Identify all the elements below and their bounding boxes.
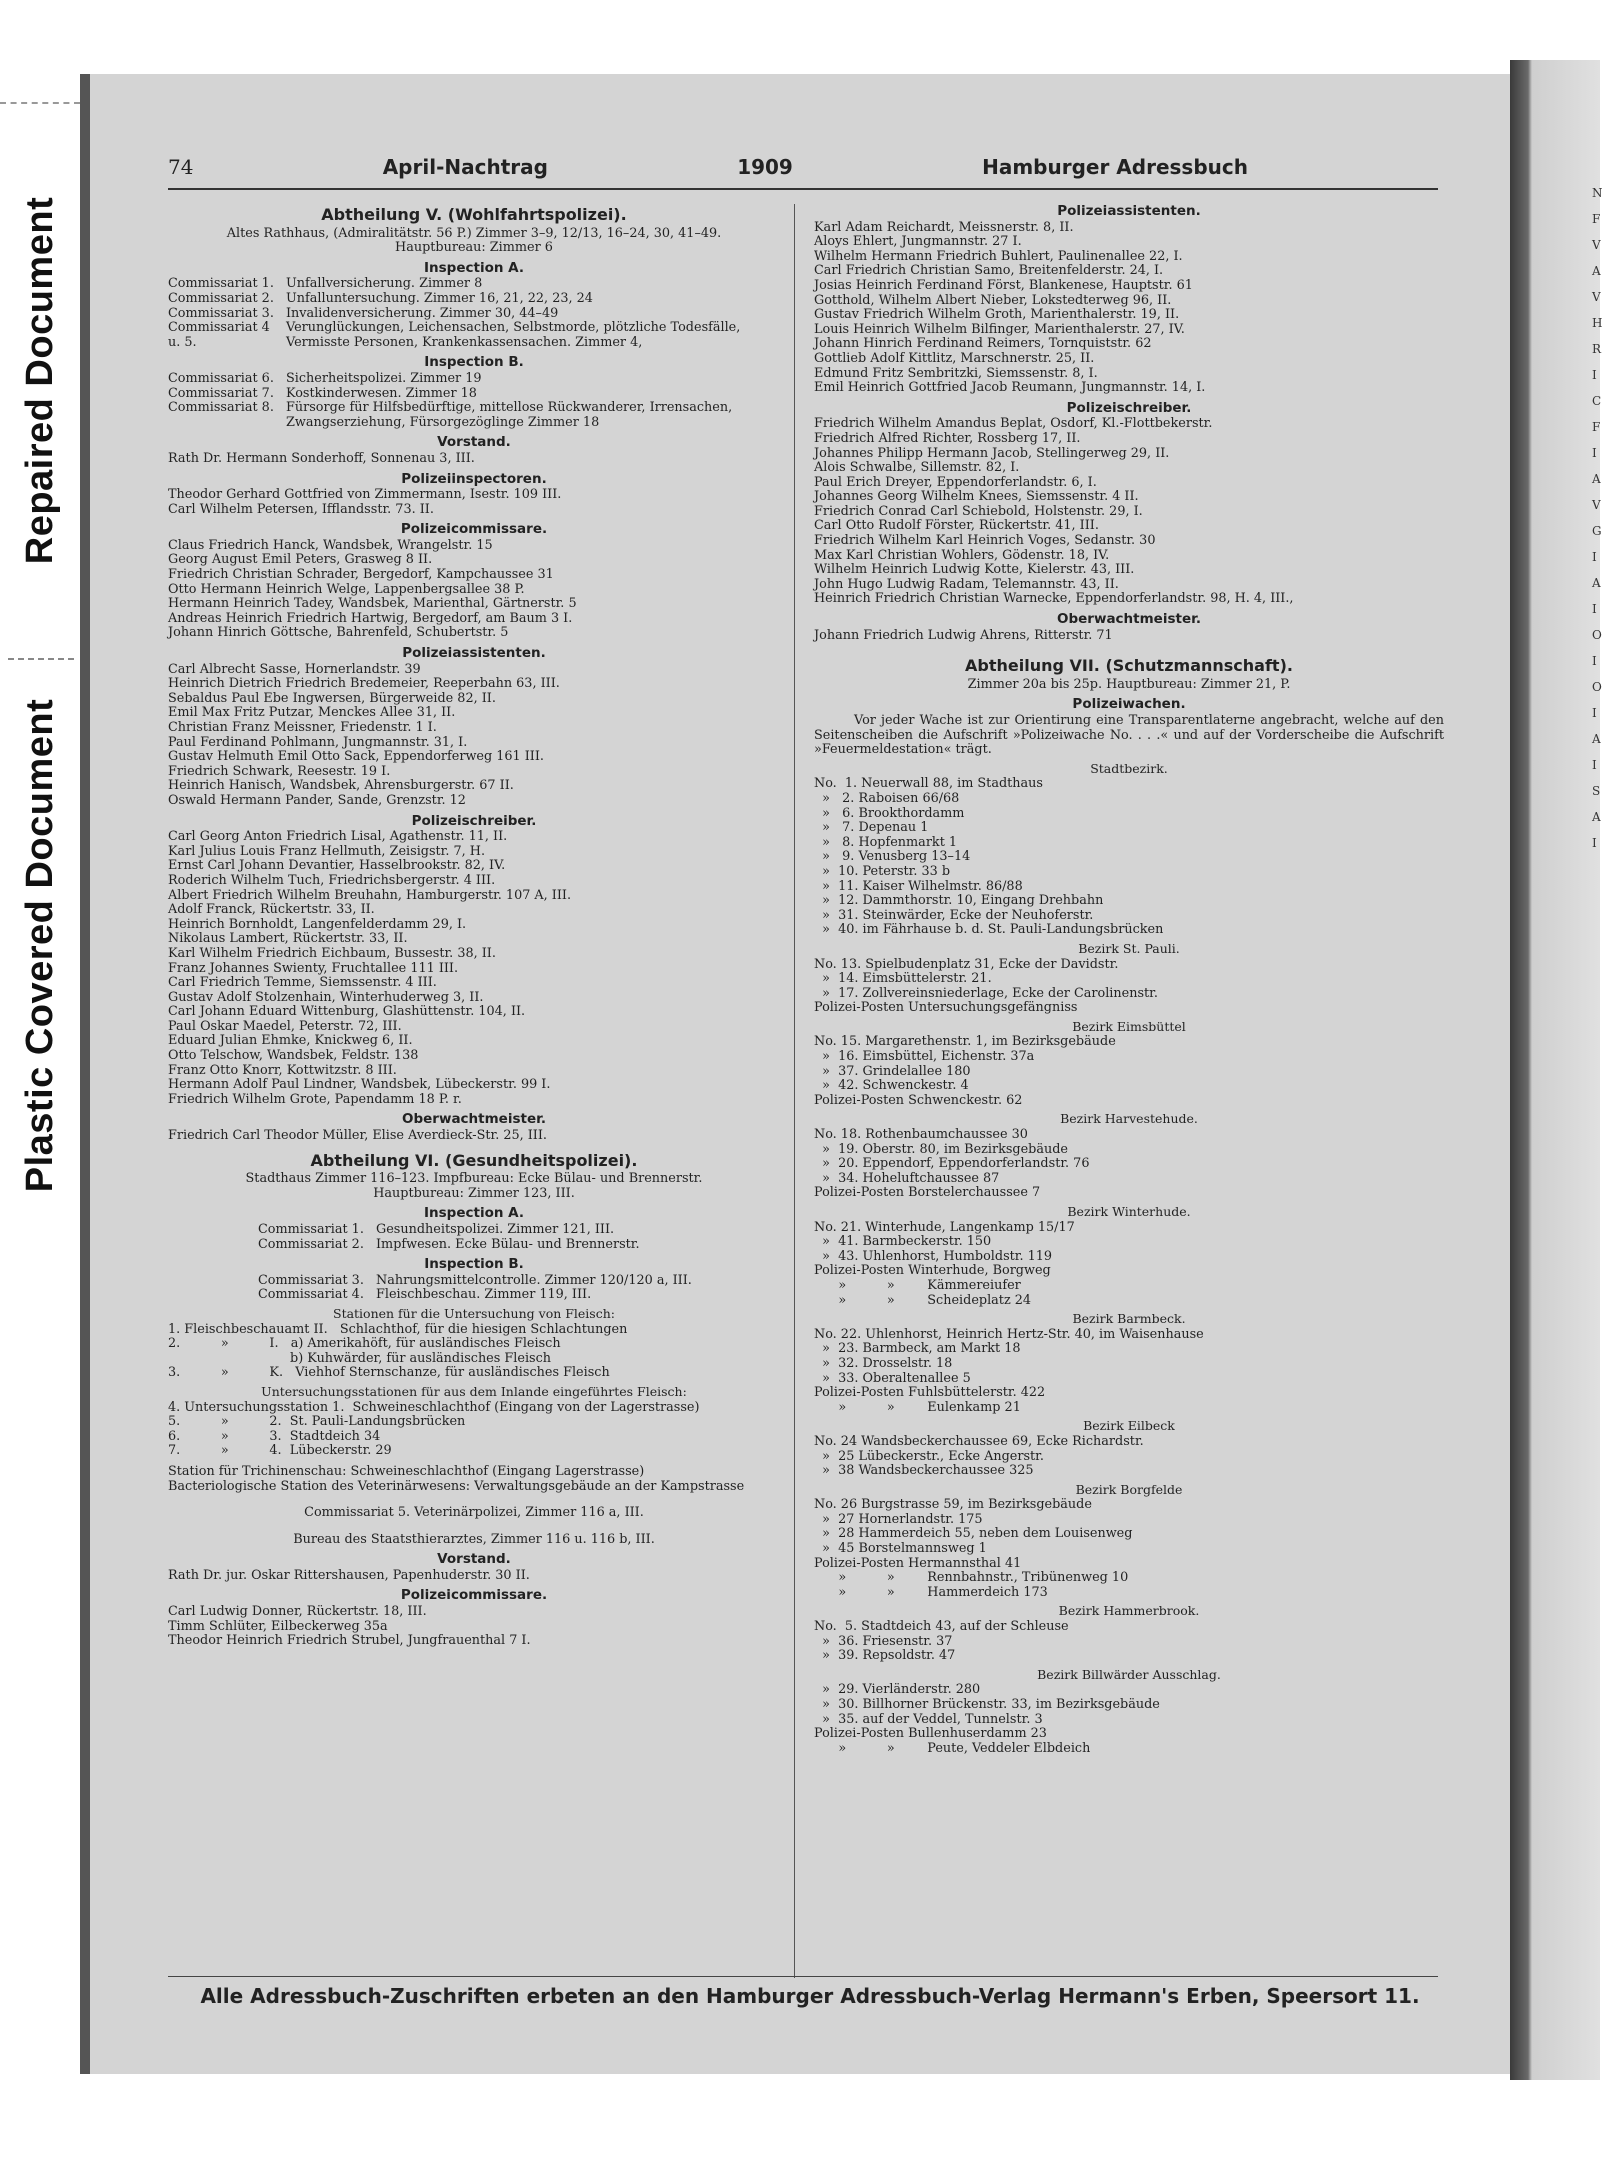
district-entry: » » Peute, Veddeler Elbdeich — [814, 1740, 1091, 1756]
list-entry: Nikolaus Lambert, Rückertstr. 33, II. — [168, 931, 408, 947]
district-entry: » 42. Schwenckestr. 4 — [814, 1078, 969, 1094]
abt5-address — [168, 227, 780, 256]
list-entry: Wilhelm Hermann Friedrich Buhlert, Paulinenallee 22, I. — [814, 248, 1183, 264]
list-entry: Karl Adam Reichardt, Meissnerstr. 8, II. — [814, 219, 1074, 235]
edge-letter: C — [1592, 394, 1602, 408]
district-entry: No. 22. Uhlenhorst, Heinrich Hertz-Str. 40, im Waisenhause — [814, 1326, 1204, 1342]
district-entry: » 19. Oberstr. 80, im Bezirksgebäude — [814, 1141, 1069, 1157]
list-entry: 6. » 3. Stadtdeich 34 — [168, 1428, 381, 1444]
list-entry: Roderich Wilhelm Tuch, Friedrichsbergerstr. 4 III. — [168, 872, 496, 888]
district-entry: » 36. Friesenstr. 37 — [814, 1633, 953, 1649]
entry-key: Commissariat 3. — [168, 305, 274, 321]
entry-row — [258, 1288, 780, 1303]
list-entry: Aloys Ehlert, Jungmannstr. 27 I. — [814, 234, 1022, 250]
district-entry: » 28 Hammerdeich 55, neben dem Louisenweg — [814, 1526, 1133, 1542]
list-entry: Christian Franz Meissner, Friedenstr. 1 I. — [168, 720, 437, 735]
list-entry: Gottlieb Adolf Kittlitz, Marschnerstr. 25, II. — [814, 350, 1095, 366]
list-entry: Carl Otto Rudolf Förster, Rückertstr. 41, III. — [814, 518, 1099, 534]
stationen-list — [168, 1323, 780, 1381]
district-entry: » 12. Dammthorstr. 10, Eingang Drehbahn — [814, 893, 1104, 909]
entry-value: Nahrungsmittelcontrolle. Zimmer 120/120 a, III. — [376, 1272, 692, 1288]
list-entry: Paul Erich Dreyer, Eppendorferlandstr. 6, I. — [814, 474, 1097, 490]
district-entry: » 7. Depenau 1 — [814, 820, 929, 836]
district-entry: » 20. Eppendorf, Eppendorferlandstr. 76 — [814, 1156, 1090, 1172]
edge-letter: O — [1592, 680, 1602, 694]
district-entry: » » Kämmereiufer — [814, 1277, 1021, 1293]
list-entry: Emil Heinrich Gottfried Jacob Reumann, Jungmannstr. 14, I. — [814, 380, 1206, 396]
footer-rule — [168, 1976, 1438, 1977]
page-footer: Alle Adressbuch-Zuschriften erbeten an den Hamburger Adressbuch-Verlag Hermann's Erben, Speersort 11. — [200, 1984, 1420, 2008]
g-inspB-heading: Inspection B. — [424, 1256, 524, 1273]
polizeiinspectoren-heading: Polizeiinspectoren. — [401, 470, 547, 487]
district-entry: » 2. Raboisen 66/68 — [814, 790, 960, 806]
district-heading: Stadtbezirk. — [1090, 760, 1168, 776]
list-entry: 1. Fleischbeschauamt II. Schlachthof, für die hiesigen Schlachtungen — [168, 1321, 628, 1337]
list-entry: Carl Johann Eduard Wittenburg, Glashüttenstr. 104, II. — [168, 1004, 526, 1020]
district-entry: No. 24 Wandsbeckerchaussee 69, Ecke Richardstr. — [814, 1433, 1144, 1449]
district-entry: » 34. Hoheluftchaussee 87 — [814, 1170, 1000, 1186]
entry-key: Commissariat 6. — [168, 370, 274, 386]
edge-letter: I — [1592, 368, 1597, 382]
entry-row — [168, 321, 780, 350]
book-title: Hamburger Adressbuch — [982, 155, 1248, 179]
list-entry: Oswald Hermann Pander, Sande, Grenzstr. 12 — [168, 792, 466, 808]
district-entry: No. 15. Margarethenstr. 1, im Bezirksgebäude — [814, 1034, 1116, 1050]
entry-value: Invalidenversicherung. Zimmer 30, 44–49 — [286, 305, 559, 321]
district-heading: Bezirk Billwärder Ausschlag. — [1037, 1666, 1221, 1682]
abt6-address — [168, 1172, 780, 1201]
entry-value: Fürsorge für Hilfsbedürftige, mittellose Rückwanderer, Irrensachen, Zwangserziehung, Fürsorgezöglinge Zimmer 18 — [286, 400, 733, 430]
list-entry: Eduard Julian Ehmke, Knickweg 6, II. — [168, 1033, 413, 1049]
district-entry: » 32. Drosselstr. 18 — [814, 1355, 953, 1371]
district-heading: Bezirk Barmbeck. — [1072, 1311, 1186, 1327]
entry-key: Commissariat 4 u. 5. — [168, 320, 270, 350]
edge-letter: F — [1592, 420, 1601, 434]
page-gutter — [80, 74, 90, 2074]
list-entry: Adolf Franck, Rückertstr. 33, II. — [168, 902, 375, 918]
entry-row — [168, 372, 780, 387]
list-entry: b) Kuhwärder, für ausländisches Fleisch — [168, 1350, 552, 1366]
edge-letter: N — [1592, 186, 1603, 200]
edge-letter: I — [1592, 602, 1597, 616]
label-separator — [8, 658, 74, 660]
polizeicommissare2-list — [168, 1605, 780, 1649]
edge-letter: V — [1592, 238, 1601, 252]
district-entry: Polizei-Posten Bullenhuserdamm 23 — [814, 1726, 1047, 1742]
entry-row — [258, 1238, 780, 1253]
district-entry: » 45 Borstelmannsweg 1 — [814, 1541, 987, 1557]
edge-letter: I — [1592, 446, 1597, 460]
entry-row — [168, 277, 780, 292]
edge-letter: O — [1592, 628, 1602, 642]
list-entry: Bacteriologische Station des Veterinärwesens: Verwaltungsgebäude an der Kampstrasse — [168, 1478, 745, 1494]
list-entry: Sebaldus Paul Ebe Ingwersen, Bürgerweide 82, II. — [168, 690, 496, 706]
edge-letter: A — [1592, 810, 1601, 824]
inspB-heading: Inspection B. — [424, 354, 524, 371]
district-entry: » 9. Venusberg 13–14 — [814, 849, 971, 865]
district-entry: » 43. Uhlenhorst, Humboldstr. 119 — [814, 1248, 1053, 1264]
list-entry: Hermann Heinrich Tadey, Wandsbek, Marienthal, Gärtnerstr. 5 — [168, 596, 577, 612]
next-page-letters — [1592, 180, 1603, 856]
district-entry: » » Scheideplatz 24 — [814, 1292, 1032, 1308]
list-entry: Johann Hinrich Göttsche, Bahrenfeld, Schubertstr. 5 — [168, 625, 509, 641]
g-inspA-list — [168, 1223, 780, 1252]
year: 1909 — [737, 155, 793, 179]
list-entry: 7. » 4. Lübeckerstr. 29 — [168, 1443, 392, 1459]
district-entry: » 11. Kaiser Wilhelmstr. 86/88 — [814, 878, 1023, 894]
list-entry: Rath Dr. Hermann Sonderhoff, Sonnenau 3, III. — [168, 450, 475, 466]
edge-letter: A — [1592, 576, 1601, 590]
list-entry: Carl Georg Anton Friedrich Lisal, Agathenstr. 11, II. — [168, 829, 508, 845]
district-entry: » » Eulenkamp 21 — [814, 1399, 1021, 1415]
list-entry: Franz Johannes Swienty, Fruchtallee 111 III. — [168, 960, 459, 976]
list-entry: Max Karl Christian Wohlers, Gödenstr. 18, IV. — [814, 547, 1110, 563]
list-entry: Paul Oskar Maedel, Peterstr. 72, III. — [168, 1018, 402, 1034]
edge-letter: H — [1592, 316, 1603, 330]
list-entry: Albert Friedrich Wilhelm Breuhahn, Hamburgerstr. 107 A, III. — [168, 887, 572, 903]
edge-letter: R — [1592, 342, 1602, 356]
district-entry: Polizei-Posten Schwenckestr. 62 — [814, 1092, 1023, 1108]
entry-value: Unfallversicherung. Zimmer 8 — [286, 276, 483, 292]
entry-row — [168, 401, 780, 430]
list-entry: Karl Julius Louis Franz Hellmuth, Zeisigstr. 7, H. — [168, 843, 486, 859]
entry-key: Commissariat 3. — [258, 1272, 364, 1288]
list-entry: Gustav Friedrich Wilhelm Groth, Marienthalerstr. 19, II. — [814, 307, 1180, 323]
page-number: 74 — [168, 155, 194, 179]
list-entry: Heinrich Hanisch, Wandsbek, Ahrensburgerstr. 67 II. — [168, 778, 514, 794]
district-entry: » 33. Oberaltenallee 5 — [814, 1370, 971, 1386]
list-entry: Paul Ferdinand Pohlmann, Jungmannstr. 31, I. — [168, 734, 468, 750]
list-entry: Heinrich Bornholdt, Langenfelderdamm 29, I. — [168, 916, 467, 932]
edge-letter: F — [1592, 212, 1601, 226]
district-entry: » 38 Wandsbeckerchaussee 325 — [814, 1463, 1034, 1479]
edge-letter: A — [1592, 264, 1601, 278]
entry-value: Verunglückungen, Leichensachen, Selbstmorde, plötzliche Todesfälle, Vermisste Personen, Krankenkassensachen. Zimmer 4, — [286, 320, 741, 350]
polizeicommissare-heading: Polizeicommissare. — [400, 521, 548, 538]
list-entry: Hauptbureau: Zimmer 6 — [395, 240, 553, 256]
list-entry: Friedrich Wilhelm Karl Heinrich Voges, Sedanstr. 30 — [814, 533, 1156, 549]
oberwachtmeister-heading: Oberwachtmeister. — [402, 1111, 546, 1128]
list-entry: Wilhelm Heinrich Ludwig Kotte, Kielerstr. 43, III. — [814, 562, 1135, 578]
district-entry: » 14. Eimsbüttelerstr. 21. — [814, 971, 992, 987]
district-entry: Polizei-Posten Hermannsthal 41 — [814, 1555, 1022, 1571]
abt5-heading: Abtheilung V. (Wohlfahrtspolizei). — [321, 205, 627, 224]
district-entry: » 8. Hopfenmarkt 1 — [814, 834, 958, 850]
district-entry: » 16. Eimsbüttel, Eichenstr. 37a — [814, 1049, 1035, 1065]
district-heading: Bezirk Eilbeck — [1083, 1418, 1175, 1434]
entry-row — [258, 1274, 780, 1289]
district-entry: » » Rennbahnstr., Tribünenweg 10 — [814, 1570, 1129, 1586]
list-entry: Gustav Adolf Stolzenhain, Winterhuderweg 3, II. — [168, 989, 484, 1005]
vorstand-heading: Vorstand. — [437, 434, 511, 451]
list-entry: Carl Ludwig Donner, Rückertstr. 18, III. — [168, 1604, 427, 1620]
entry-row — [168, 307, 780, 322]
entry-key: Commissariat 8. — [168, 400, 274, 416]
inspA-heading: Inspection A. — [424, 259, 524, 276]
district-entry: » 31. Steinwärder, Ecke der Neuhoferstr. — [814, 907, 1094, 923]
list-entry: Louis Heinrich Wilhelm Bilfinger, Marienthalerstr. 27, IV. — [814, 321, 1185, 337]
list-entry: Friedrich Christian Schrader, Bergedorf, Kampchaussee 31 — [168, 567, 554, 583]
abt7-heading: Abtheilung VII. (Schutzmannschaft). — [965, 656, 1293, 676]
polizeiinspectoren-list — [168, 488, 780, 517]
vorstand2-heading: Vorstand. — [437, 1551, 511, 1568]
list-entry: Rath Dr. jur. Oskar Rittershausen, Papenhuderstr. 30 II. — [168, 1567, 530, 1583]
entry-value: Unfalluntersuchung. Zimmer 16, 21, 22, 23, 24 — [286, 290, 593, 306]
polizeiwachen-heading: Polizeiwachen. — [1072, 696, 1186, 713]
r-polizeiassistenten-heading: Polizeiassistenten. — [1057, 203, 1201, 219]
untersuchung-heading: Untersuchungsstationen für aus dem Inlande eingeführtes Fleisch: — [261, 1383, 687, 1399]
entry-value: Kostkinderwesen. Zimmer 18 — [286, 385, 477, 401]
label-panel — [0, 0, 82, 1210]
column-divider — [794, 204, 795, 1978]
list-entry: 3. » K. Viehhof Sternschanze, für ausländisches Fleisch — [168, 1365, 610, 1381]
district-list — [814, 762, 1444, 1757]
g-inspB-list — [168, 1274, 780, 1303]
list-entry: Carl Wilhelm Petersen, Ifflandsstr. 73. II. — [168, 501, 434, 517]
list-entry: Hermann Adolf Paul Lindner, Wandsbek, Lübeckerstr. 99 I. — [168, 1077, 551, 1093]
list-entry: Friedrich Alfred Richter, Rossberg 17, II. — [814, 430, 1081, 446]
list-entry: Josias Heinrich Ferdinand Först, Blankenese, Hauptstr. 61 — [814, 277, 1193, 293]
list-entry: Johannes Philipp Hermann Jacob, Stellingerweg 29, II. — [814, 445, 1170, 461]
list-entry: Emil Max Fritz Putzar, Menckes Allee 31, II. — [168, 705, 456, 721]
district-entry: » 23. Barmbeck, am Markt 18 — [814, 1341, 1021, 1357]
edge-letter: I — [1592, 758, 1597, 772]
district-entry: » 40. im Fährhause b. d. St. Pauli-Landungsbrücken — [814, 922, 1164, 938]
vorstand2-list — [168, 1569, 780, 1584]
left-column — [168, 204, 780, 1649]
commissariat5: Commissariat 5. Veterinärpolizei, Zimmer 116 a, III. — [304, 1505, 644, 1521]
edge-letter: A — [1592, 472, 1601, 486]
entry-row — [168, 292, 780, 307]
list-entry: Timm Schlüter, Eilbeckerweg 35a — [168, 1618, 388, 1634]
next-page-edge — [1510, 60, 1600, 2080]
edition-title: April-Nachtrag — [382, 155, 548, 179]
list-entry: Friedrich Conrad Carl Schiebold, Holstenstr. 29, I. — [814, 503, 1143, 519]
entry-key: Commissariat 2. — [258, 1236, 364, 1252]
polizeiassistenten-heading: Polizeiassistenten. — [402, 645, 546, 662]
district-entry: » 41. Barmbeckerstr. 150 — [814, 1234, 992, 1250]
list-entry: Station für Trichinenschau: Schweineschlachthof (Eingang Lagerstrasse) — [168, 1463, 645, 1479]
district-heading: Bezirk St. Pauli. — [1078, 940, 1180, 956]
list-entry: Heinrich Friedrich Christian Warnecke, Eppendorferlandstr. 98, H. 4, III., — [814, 591, 1294, 607]
district-entry: » 25 Lübeckerstr., Ecke Angerstr. — [814, 1448, 1044, 1464]
inspB-list — [168, 372, 780, 430]
entry-row — [258, 1223, 780, 1238]
entry-key: Commissariat 7. — [168, 385, 274, 401]
untersuchung-list — [168, 1401, 780, 1459]
district-entry: No. 5. Stadtdeich 43, auf der Schleuse — [814, 1619, 1069, 1635]
entry-key: Commissariat 4. — [258, 1287, 364, 1303]
list-entry: Johann Hinrich Ferdinand Reimers, Tornquiststr. 62 — [814, 336, 1152, 352]
district-entry: Polizei-Posten Untersuchungsgefängniss — [814, 1000, 1078, 1016]
district-entry: Polizei-Posten Borstelerchaussee 7 — [814, 1185, 1041, 1201]
list-entry: Stadthaus Zimmer 116–123. Impfbureau: Ecke Bülau- und Brennerstr. — [245, 1171, 703, 1187]
inspA-list — [168, 277, 780, 350]
entry-key: Commissariat 1. — [168, 276, 274, 292]
list-entry: Georg August Emil Peters, Grasweg 8 II. — [168, 552, 433, 568]
list-entry: Friedrich Carl Theodor Müller, Elise Averdieck-Str. 25, III. — [168, 1128, 547, 1144]
edge-letter: I — [1592, 550, 1597, 564]
list-entry: Friedrich Wilhelm Grote, Papendamm 18 P. r. — [168, 1091, 462, 1107]
district-entry: No. 13. Spielbudenplatz 31, Ecke der Davidstr. — [814, 956, 1119, 972]
r-polizeischreiber-heading: Polizeischreiber. — [1066, 399, 1192, 416]
edge-letter: A — [1592, 732, 1601, 746]
district-entry: No. 26 Burgstrasse 59, im Bezirksgebäude — [814, 1497, 1092, 1513]
r-oberwachtmeister-list — [814, 629, 1444, 644]
list-entry: 4. Untersuchungsstation 1. Schweineschlachthof (Eingang von der Lagerstrasse) — [168, 1399, 700, 1415]
list-entry: John Hugo Ludwig Radam, Telemannstr. 43, II. — [814, 576, 1119, 592]
abt7-address: Zimmer 20a bis 25p. Hauptbureau: Zimmer 21, P. — [967, 676, 1291, 692]
list-entry: Hauptbureau: Zimmer 123, III. — [373, 1185, 575, 1201]
list-entry: Carl Friedrich Temme, Siemssenstr. 4 III. — [168, 975, 437, 991]
list-entry: Otto Telschow, Wandsbek, Feldstr. 138 — [168, 1048, 419, 1064]
district-entry: No. 21. Winterhude, Langenkamp 15/17 — [814, 1219, 1075, 1235]
list-entry: Karl Wilhelm Friedrich Eichbaum, Bussestr. 38, II. — [168, 945, 496, 961]
list-entry: Theodor Heinrich Friedrich Strubel, Jungfrauenthal 7 I. — [168, 1633, 531, 1649]
stationen-heading: Stationen für die Untersuchung von Fleisch: — [333, 1305, 615, 1321]
list-entry: Otto Hermann Heinrich Welge, Lappenbergsallee 38 P. — [168, 581, 525, 597]
right-column — [814, 204, 1444, 1756]
edge-letter: G — [1592, 524, 1602, 538]
district-entry: » 35. auf der Veddel, Tunnelstr. 3 — [814, 1711, 1043, 1727]
district-entry: » 30. Billhorner Brückenstr. 33, im Bezirksgebäude — [814, 1697, 1160, 1712]
plastic-covered-label: Plastic Covered Document — [19, 698, 62, 1192]
district-entry: » 37. Grindelallee 180 — [814, 1063, 971, 1079]
district-entry: » 10. Peterstr. 33 b — [814, 863, 951, 879]
list-entry: Gustav Helmuth Emil Otto Sack, Eppendorferweg 161 III. — [168, 749, 544, 765]
edge-dash — [0, 102, 80, 104]
edge-letter: I — [1592, 836, 1597, 850]
vorstand-list — [168, 452, 780, 467]
list-entry: Heinrich Dietrich Friedrich Bredemeier, Reeperbahn 63, III. — [168, 676, 560, 692]
bureau-staatsthierarzt: Bureau des Staatsthierarztes, Zimmer 116 u. 116 b, III. — [293, 1531, 655, 1547]
list-entry: Johann Friedrich Ludwig Ahrens, Ritterstr. 71 — [814, 627, 1113, 643]
page-header — [168, 152, 1248, 182]
list-entry: Altes Rathhaus, (Admiralitätstr. 56 P.) Zimmer 3–9, 12/13, 16–24, 30, 41–49. — [226, 225, 722, 241]
edge-letter: I — [1592, 706, 1597, 720]
polizeiassistenten-list — [168, 663, 780, 809]
r-polizeiassistenten-list — [814, 221, 1444, 396]
polizeicommissare-list — [168, 539, 780, 641]
list-entry: Gotthold, Wilhelm Albert Nieber, Lokstedterweg 96, II. — [814, 292, 1172, 308]
list-entry: 5. » 2. St. Pauli-Landungsbrücken — [168, 1414, 466, 1430]
edge-letter: V — [1592, 498, 1601, 512]
district-entry: » 6. Brookthordamm — [814, 805, 965, 821]
edge-letter: I — [1592, 654, 1597, 668]
district-entry: Polizei-Posten Winterhude, Borgweg — [814, 1263, 1051, 1279]
district-entry: » 29. Vierländerstr. 280 — [814, 1682, 981, 1698]
entry-key: Commissariat 1. — [258, 1222, 364, 1237]
district-heading: Bezirk Eimsbüttel — [1072, 1018, 1186, 1034]
list-entry: Carl Albrecht Sasse, Hornerlandstr. 39 — [168, 661, 421, 677]
district-heading: Bezirk Harvestehude. — [1060, 1111, 1198, 1127]
list-entry: Claus Friedrich Hanck, Wandsbek, Wrangelstr. 15 — [168, 537, 493, 553]
entry-row — [168, 387, 780, 402]
district-heading: Bezirk Borgfelde — [1075, 1481, 1183, 1497]
r-oberwachtmeister-heading: Oberwachtmeister. — [1057, 611, 1201, 628]
entry-value: Gesundheitspolizei. Zimmer 121, III. — [376, 1222, 615, 1237]
district-heading: Bezirk Winterhude. — [1067, 1204, 1191, 1219]
list-entry: Friedrich Schwark, Reesestr. 19 I. — [168, 763, 391, 779]
list-entry: Ernst Carl Johann Devantier, Hasselbrookstr. 82, IV. — [168, 858, 506, 874]
g-inspA-heading: Inspection A. — [424, 1205, 524, 1222]
list-entry: Friedrich Wilhelm Amandus Beplat, Osdorf, Kl.-Flottbekerstr. — [814, 416, 1213, 432]
district-entry: » » Hammerdeich 173 — [814, 1584, 1048, 1600]
r-polizeischreiber-list — [814, 417, 1444, 607]
repaired-document-label: Repaired Document — [19, 196, 62, 564]
district-entry: » 27 Hornerlandstr. 175 — [814, 1511, 983, 1527]
oberwachtmeister-list — [168, 1129, 780, 1144]
list-entry: 2. » I. a) Amerikahöft, für ausländisches Fleisch — [168, 1336, 561, 1352]
district-entry: No. 1. Neuerwall 88, im Stadthaus — [814, 776, 1043, 792]
list-entry: Johannes Georg Wilhelm Knees, Siemssenstr. 4 II. — [814, 489, 1139, 505]
list-entry: Carl Friedrich Christian Samo, Breitenfelderstr. 24, I. — [814, 263, 1164, 279]
entry-value: Impfwesen. Ecke Bülau- und Brennerstr. — [376, 1236, 640, 1252]
entry-value: Sicherheitspolizei. Zimmer 19 — [286, 370, 482, 386]
entry-value: Fleischbeschau. Zimmer 119, III. — [376, 1287, 592, 1303]
edge-letter: S — [1592, 784, 1601, 798]
list-entry: Franz Otto Knorr, Kottwitzstr. 8 III. — [168, 1062, 397, 1078]
entry-key: Commissariat 2. — [168, 290, 274, 306]
polizeiwachen-text: Vor jeder Wache ist zur Orientirung eine Transparentlaterne angebracht, welche auf den Seitenscheiben die Aufschrift »Polizeiwache No. . . .« und auf der Vorderscheibe die Aufschrift »Feuermeldestation« trägt. — [814, 713, 1444, 758]
list-entry: Andreas Heinrich Friedrich Hartwig, Bergedorf, am Baum 3 I. — [168, 610, 573, 626]
trichinen-list — [168, 1465, 780, 1494]
district-entry: Polizei-Posten Fuhlsbüttelerstr. 422 — [814, 1385, 1046, 1401]
edge-letter: V — [1592, 290, 1601, 304]
polizeicommissare2-heading: Polizeicommissare. — [400, 1587, 548, 1604]
abt6-heading: Abtheilung VI. (Gesundheitspolizei). — [310, 1150, 638, 1170]
polizeischreiber-heading: Polizeischreiber. — [411, 812, 537, 829]
polizeischreiber-list — [168, 830, 780, 1107]
list-entry: Alois Schwalbe, Sillemstr. 82, I. — [814, 460, 1020, 476]
list-entry: Edmund Fritz Sembritzki, Siemssenstr. 8, I. — [814, 365, 1098, 381]
header-rule — [168, 188, 1438, 190]
district-heading: Bezirk Hammerbrook. — [1058, 1603, 1200, 1619]
district-entry: » 17. Zollvereinsniederlage, Ecke der Carolinenstr. — [814, 985, 1158, 1001]
district-entry: No. 18. Rothenbaumchaussee 30 — [814, 1127, 1028, 1143]
list-entry: Theodor Gerhard Gottfried von Zimmermann, Isestr. 109 III. — [168, 487, 562, 503]
district-entry: » 39. Repsoldstr. 47 — [814, 1648, 956, 1664]
